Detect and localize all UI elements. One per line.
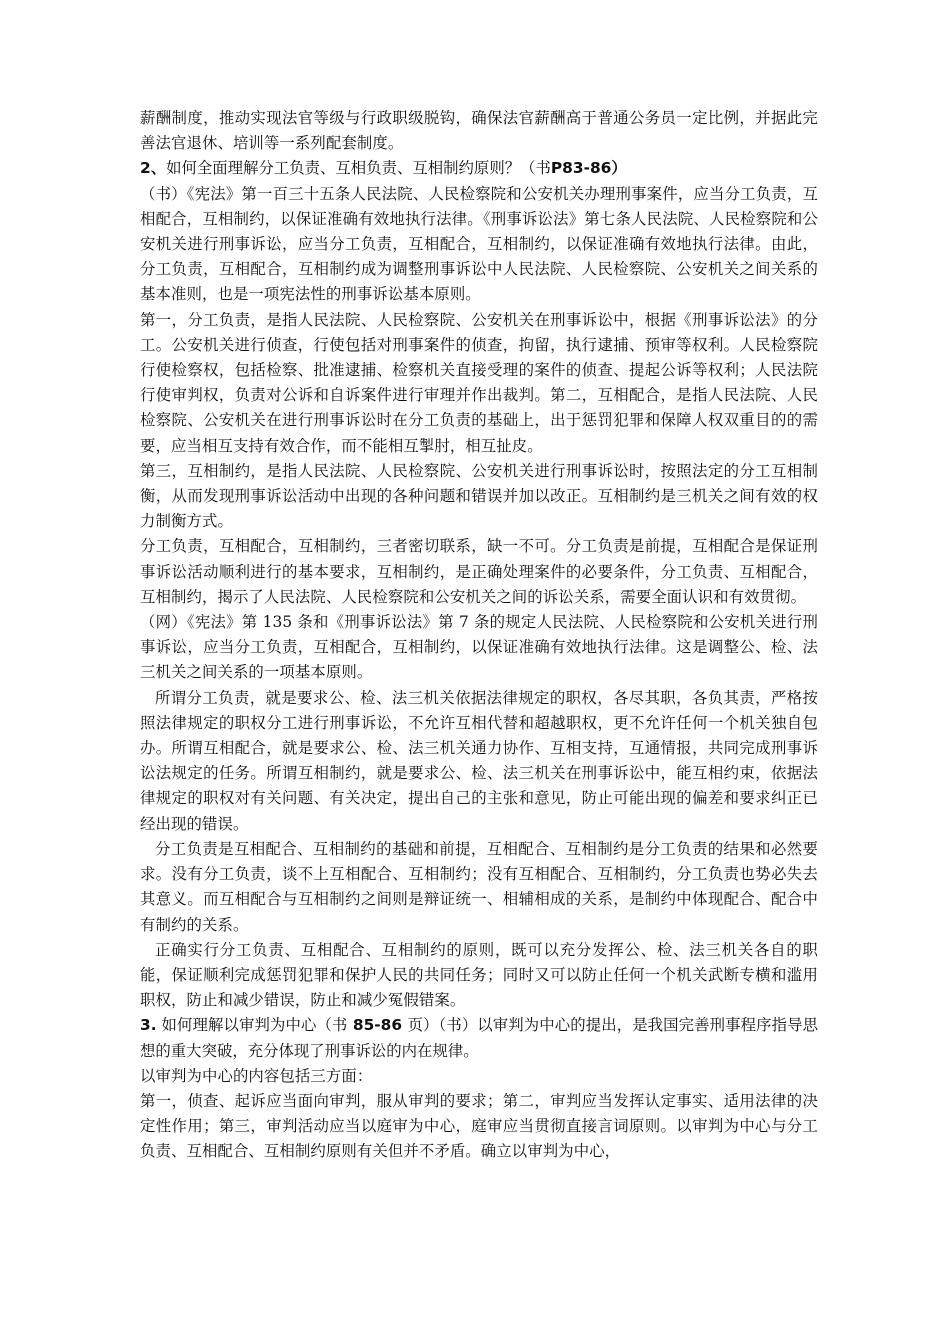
question-3-number: 3.	[140, 1016, 157, 1035]
paragraph-salary-system: 薪酬制度，推动实现法官等级与行政职级脱钩，确保法官薪酬高于普通公务员一定比例，并据此完善法官退休、培训等一系列配套制度。	[140, 109, 818, 153]
question-2-title: 如何全面理解分工负责、互相负责、互相制约原则？（书	[166, 159, 551, 178]
question-2-heading	[140, 156, 818, 181]
paragraph-three-connected: 分工负责，互相配合，互相制约，三者密切联系，缺一不可。分工负责是前提，互相配合是保证刑事诉讼活动顺利进行的基本要求，互相制约，是正确处理案件的必要条件，分工负责、互相配合，互相制约，揭示了人民法院、人民检察院和公安机关之间的诉讼关系，需要全面认识和有效贯彻。	[140, 537, 818, 606]
paragraph-foundation: 分工负责是互相配合、互相制约的基础和前提，互相配合、互相制约是分工负责的结果和必然要求。没有分工负责，谈不上互相配合、互相制约；没有互相配合、互相制约，分工负责也势必失去其意义。而互相配合与互相制约之间则是辩证统一、相辅相成的关系，是制约中体现配合、配合中有制约的关系。	[140, 839, 818, 934]
paragraph-web-constitution: （网）《宪法》第 135 条和《刑事诉讼法》第 7 条的规定人民法院、人民检察院和公安机关进行刑事诉讼，应当分工负责，互相配合，互相制约，以保证准确有效地执行法律。这是调整公、检、法三机关之间关系的一项基本原则。	[140, 613, 818, 682]
paragraph-trial-center-details: 第一，侦查、起诉应当面向审判，服从审判的要求；第二，审判应当发挥认定事实、适用法律的决定性作用；第三，审判活动应当以庭审为中心，庭审应当贯彻直接言词原则。以审判为中心与分工负责、互相配合、互相制约原则有关但并不矛盾。确立以审判为中心，	[140, 1091, 818, 1161]
question-3-page-ref: 85-86	[347, 1016, 408, 1035]
question-3-text: 页）（书）以审判为中心的提出，是我国完善刑事程序指导思想的重大突破，充分体现了刑事诉讼的内在规律。	[140, 1016, 818, 1060]
paragraph-trial-center-contents: 以审判为中心的内容包括三方面：	[140, 1066, 373, 1085]
question-2-number: 2、	[140, 159, 167, 178]
question-3-title: 如何理解以审判为中心（书	[156, 1016, 348, 1035]
paragraph-correct-implementation: 正确实行分工负责、互相配合、互相制约的原则，既可以充分发挥公、检、法三机关各自的职能，保证顺利完成惩罚犯罪和保护人民的共同任务；同时又可以防止任何一个机关武断专横和滥用职权，防止和减少错误，防止和减少冤假错案。	[140, 940, 818, 1010]
document-page	[140, 106, 818, 1165]
paragraph-division-cooperation: 第一，分工负责，是指人民法院、人民检察院、公安机关在刑事诉讼中，根据《刑事诉讼法》的分工。公安机关进行侦查，行使包括对刑事案件的侦查，拘留，执行逮捕、预审等权利。人民检察院行使检察权，包括检察、批准逮捕、检察机关直接受理的案件的侦查、提起公诉等权利；人民法院行使审判权，负责对公诉和自诉案件进行审理并作出裁判。第二，互相配合，是指人民法院、人民检察院、公安机关在进行刑事诉讼时在分工负责的基础上，出于惩罚犯罪和保障人权双重目的的需要，应当相互支持有效合作，而不能相互掣肘，相互扯皮。	[140, 310, 818, 455]
question-3-heading	[140, 1013, 818, 1063]
paragraph-book-constitution: （书）《宪法》第一百三十五条人民法院、人民检察院和公安机关办理刑事案件，应当分工负责，互相配合，互相制约，以保证准确有效地执行法律。《刑事诉讼法》第七条人民法院、人民检察院和公安机关进行刑事诉讼，应当分工负责，互相配合，互相制约，以保证准确有效地执行法律。由此，分工负责，互相配合，互相制约成为调整刑事诉讼中人民法院、人民检察院、公安机关之间关系的基本准则，也是一项宪法性的刑事诉讼基本原则。	[140, 184, 818, 304]
paragraph-mutual-restraint: 第三，互相制约，是指人民法院、人民检察院、公安机关进行刑事诉讼时，按照法定的分工互相制衡，从而发现刑事诉讼活动中出现的各种问题和错误并加以改正。互相制约是三机关之间有效的权力制衡方式。	[140, 461, 818, 531]
paragraph-definitions: 所谓分工负责，就是要求公、检、法三机关依据法律规定的职权，各尽其职，各负其责，严格按照法律规定的职权分工进行刑事诉讼，不允许互相代替和超越职权，更不允许任何一个机关独自包办。所谓互相配合，就是要求公、检、法三机关通力协作、互相支持，互通情报，共同完成刑事诉讼法规定的任务。所谓互相制约，就是要求公、检、法三机关在刑事诉讼中，能互相约束，依据法律规定的职权对有关问题、有关决定，提出自己的主张和意见，防止可能出现的偏差和要求纠正已经出现的错误。	[140, 688, 818, 833]
question-2-page-ref: P83-86）	[550, 159, 627, 178]
